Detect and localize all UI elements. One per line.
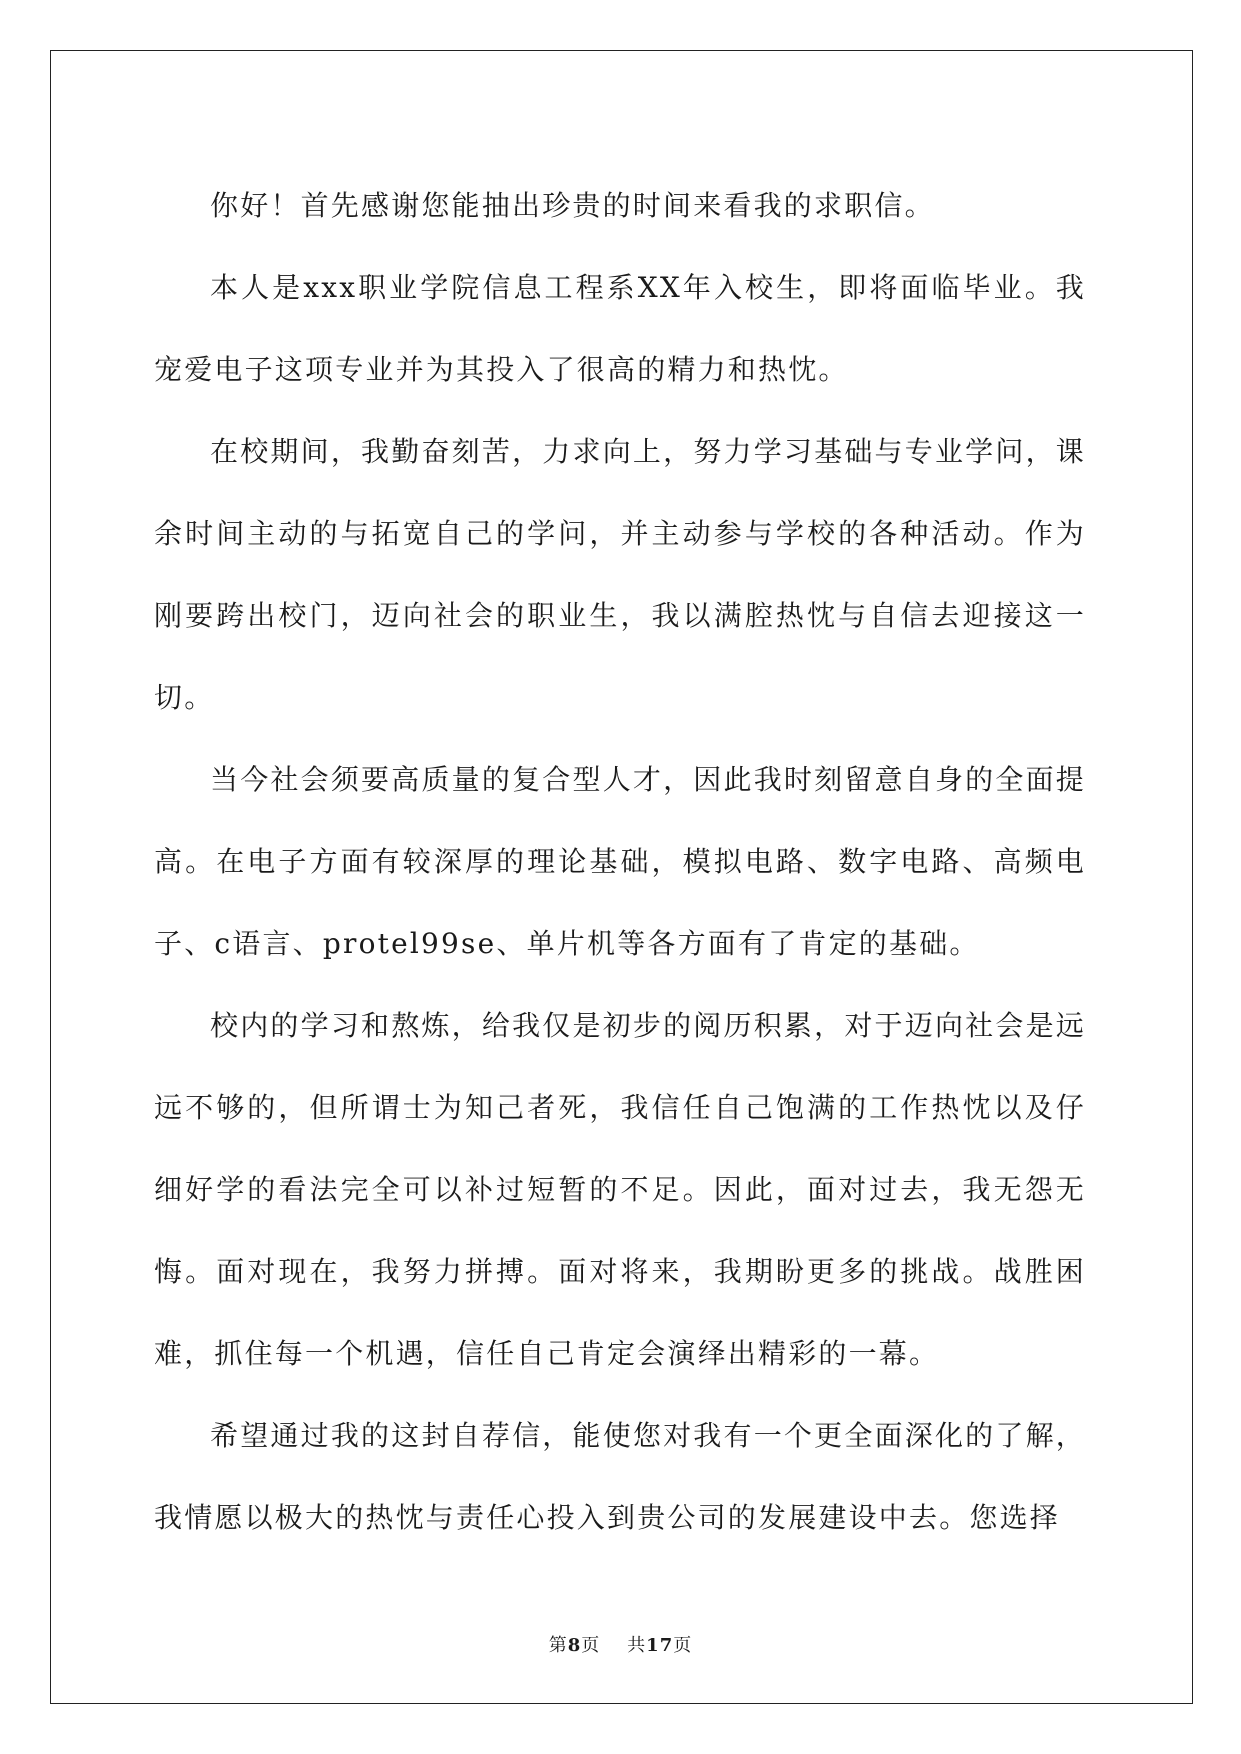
total-page-count: 17 bbox=[646, 1635, 674, 1656]
paragraph-experience: 校内的学习和熬炼，给我仅是初步的阅历积累，对于迈向社会是远远不够的，但所谓士为知己者死，我信任自己饱满的工作热忱以及仔细好学的看法完全可以补过短暂的不足。因此，面对过去，我无怨无悔。面对现在，我努力拼搏。面对将来，我期盼更多的挑战。战胜困难，抓住每一个机遇，信任自己肯定会演绎出精彩的一幕。 bbox=[154, 1009, 1086, 1370]
footer-page-suffix: 页 bbox=[581, 1635, 601, 1656]
paragraph-skills: 当今社会须要高质量的复合型人才，因此我时刻留意自身的全面提高。在电子方面有较深厚的理论基础，模拟电路、数字电路、高频电子、c语言、protel99se、单片机等各方面有了肯定的基础。 bbox=[154, 763, 1086, 960]
footer-prefix: 第 bbox=[548, 1635, 568, 1656]
letter-body bbox=[154, 165, 1086, 1559]
paragraph-closing: 希望通过我的这封自荐信，能使您对我有一个更全面深化的了解，我情愿以极大的热忱与责任心投入到贵公司的发展建设中去。您选择 bbox=[154, 1419, 1086, 1534]
current-page-number: 8 bbox=[567, 1635, 582, 1656]
paragraph-school-life: 在校期间，我勤奋刻苦，力求向上，努力学习基础与专业学问，课余时间主动的与拓宽自己的学问，并主动参与学校的各种活动。作为刚要跨出校门，迈向社会的职业生，我以满腔热忱与自信去迎接这一切。 bbox=[154, 435, 1086, 714]
footer-total-prefix: 共 bbox=[627, 1635, 647, 1656]
page-number-footer bbox=[0, 1631, 1241, 1657]
paragraph-introduction: 本人是xxx职业学院信息工程系XX年入校生，即将面临毕业。我宠爱电子这项专业并为其投入了很高的精力和热忱。 bbox=[154, 271, 1086, 386]
footer-total-suffix: 页 bbox=[673, 1635, 693, 1656]
paragraph-greeting: 你好！首先感谢您能抽出珍贵的时间来看我的求职信。 bbox=[210, 189, 935, 222]
